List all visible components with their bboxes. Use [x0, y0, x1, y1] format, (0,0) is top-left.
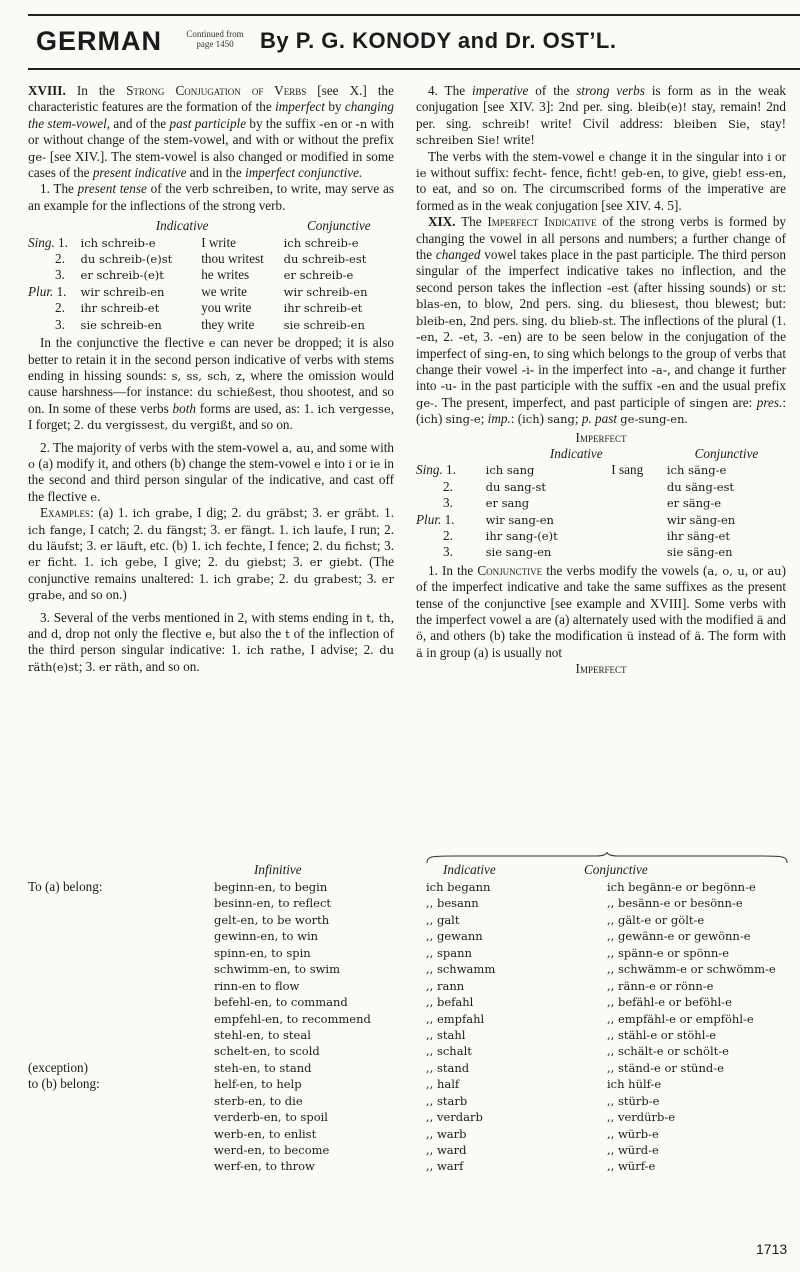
cell-ind: ,, spann — [426, 945, 472, 960]
cell-conj: ,, würb-e — [607, 1126, 659, 1141]
stem-vowel-note: 2. The majority of verbs with the stem-vowel a, au, and some with o (a) modify it, and others (b) change the stem-vowel e into i or ie in the second and third person singular of the indicative, and cast off the flective e. — [28, 439, 394, 504]
cell-grp: (exception) — [28, 1059, 89, 1075]
cell-conj: ,, befähl-e or beföhl-e — [607, 995, 732, 1010]
cell-ind: ,, befahl — [426, 995, 474, 1010]
dental-stems-note: 3. Several of the verbs mentioned in 2, with stems ending in t, th, and d, drop not only the flective e, but also the t of the inflection of the third person singular indicative: 1. ich rathe, I advise; 2. du räth(e)st; 3. er räth, and so on. — [28, 609, 395, 674]
cell-ind: ,, stahl — [426, 1027, 466, 1042]
cell-conj: ,, besänn-e or besönn-e — [607, 896, 743, 911]
cell-inf: werd-en, to become — [214, 1143, 330, 1157]
imperative-stem-note: The verbs with the stem-vowel e change it in the singular into i or ie without suffix: fecht- fence, ficht! geb-en, to give, gieb! ess-en, to eat, and so on. The circumscribed forms of the imperative are formed as in the weak conjugation [see XIV. 4. 5]. — [416, 148, 787, 213]
cell-ind: ,, schalt — [426, 1044, 472, 1059]
section-number: XIX. — [428, 214, 456, 230]
table-row: 3. er sang er säng-e — [443, 495, 722, 511]
language-title: GERMAN — [36, 26, 162, 56]
cell-conj: ,, ränn-e or rönn-e — [607, 978, 714, 993]
cell-ind: ,, half — [426, 1077, 460, 1092]
cell-ind: ,, warf — [426, 1159, 464, 1174]
cell-inf: verderb-en, to spoil — [214, 1110, 328, 1125]
cell-ind: ,, empfahl — [426, 1011, 485, 1026]
cell-ind: ,, galt — [426, 912, 460, 927]
cell-inf: werf-en, to throw — [214, 1159, 315, 1174]
cell-conj: ,, ständ-e or stünd-e — [607, 1060, 724, 1075]
cell-conj: ,, stähl-e or stöhl-e — [607, 1027, 717, 1042]
table-row: 3. er schreib-(e)t he writes er schreib-e — [55, 267, 354, 283]
cell-inf: gewinn-en, to win — [214, 929, 319, 944]
cell-inf: sterb-en, to die — [214, 1093, 303, 1108]
column-heading-conjunctive: Conjunctive — [584, 862, 648, 877]
page-number: 1713 — [756, 1241, 788, 1257]
cell-conj: ,, schält-e or schölt-e — [607, 1044, 729, 1059]
cell-conj: ,, schwämm-e or schwömm-e — [607, 962, 776, 977]
cell-ind: ,, rann — [426, 978, 465, 993]
imperfect-conjunctive-note: 1. In the Conjunctive the verbs modify the vowels (a, o, u, or au) of the imperfect indicative and take the same suffixes as the present tense of the conjunctive [see example and XVIII]. Some verbs with the imperfect vowel a are (a) alternately used with the modified ä and ö, and others (b) take the modification ü instead of ä. The form with ä in group (a) is usually not — [416, 562, 787, 660]
examples-paragraph: Examples: (a) 1. ich grabe, I dig; 2. du gräbst; 3. er gräbt. 1. ich fange, I catch; 2. du fängst; 3. er fängt. 1. ich laufe, I run; 2. du läufst; 3. er läuft, etc. (b) 1. ich fechte, I fence; 2. du fichst; 3. er ficht. 1. ich gebe, I give; 2. du giebst; 3. er giebt. (The conjunctive remains unaltered: 1. ich grabe; 2. du grabest; 3. er grabe, and so on.) — [28, 505, 395, 603]
cell-inf: gelt-en, to be worth — [214, 912, 330, 927]
table-heading-conjunctive: Conjunctive — [306, 218, 371, 234]
cell-grp: to (b) belong: — [28, 1076, 100, 1092]
cell-inf: besinn-en, to reflect — [214, 896, 332, 911]
cell-conj: ,, empfähl-e or empföhl-e — [607, 1011, 754, 1026]
table-row: Plur. 1. wir sang-en wir säng-en — [416, 511, 736, 527]
column-heading-indicative: Indicative — [443, 862, 496, 877]
cell-inf: stehl-en, to steal — [214, 1027, 311, 1042]
imperfect-heading-2: Imperfect — [575, 661, 627, 677]
cell-conj: ,, gewänn-e or gewönn-e — [607, 929, 751, 944]
continued-note: Continued from page 1450 — [186, 29, 244, 49]
cell-conj: ,, würf-e — [607, 1159, 656, 1174]
section-xix-intro: XIX. The Imperfect Indicative of the strong verbs is formed by changing the vowel in all persons and numbers; a further change of the changed vowel takes place in the past participle. The third person singular of the imperfect indicative takes no inflection, and the second person takes the inflection -est (after hissing sounds) or st: blas-en, to blow, 2nd pers. sing. du bliesest, thou blewest; but: bleib-en, 2nd pers. sing. du blieb-st. The inflections of the plural (1. -en, 2. -et, 3. -en) are to be seen below in the conjugation of the imperfect of sing-en, to sing which belongs to the group of verbs that change their vowel -i- in the imperfect into -a-, and change it further into -u- in the past participle with the suffix -en and the usual prefix ge-. The present, imperfect, and past participle of singen are: pres.: (ich) sing-e; imp.: (ich) sang; p. past ge-sung-en. — [416, 214, 787, 427]
cell-inf: schelt-en, to scold — [214, 1044, 320, 1059]
cell-conj: ,, stürb-e — [607, 1093, 660, 1108]
cell-inf: spinn-en, to spin — [214, 945, 311, 960]
cell-inf: empfehl-en, to recommend — [214, 1011, 371, 1026]
imperfect-paradigm-table — [416, 446, 786, 561]
cell-ind: ,, ward — [426, 1143, 467, 1157]
section-xviii-intro: XVIII. In the Strong Conjugation of Verbs [see X.] the characteristic features are the formation of the imperfect by changing the stem-vowel, and of the past participle by the suffix -en or -n with or without change of the stem-vowel, and with or without the prefix ge- [see XIV.]. The stem-vowel is also changed or modified in some cases of the present indicative and in the imperfect conjunctive. — [28, 83, 395, 181]
cell-conj: ,, gält-e or gölt-e — [607, 912, 705, 927]
cell-ind: ,, besann — [426, 896, 479, 911]
conjunctive-note: In the conjunctive the flective e can never be dropped; it is also better to retain it in the second person indicative of verbs with stems ending in hissing sounds: s, ss, sch, z, where the omission would cause harshness—for instance: du schießest, thou shootest, and so on. In some of these verbs both forms are used, as: 1. ich vergesse, I forget; 2. du vergissest, du vergißt, and so on. — [28, 335, 394, 433]
cell-grp: To (a) belong: — [28, 879, 103, 894]
cell-ind: ,, gewann — [426, 929, 483, 944]
cell-inf: werb-en, to enlist — [214, 1126, 317, 1141]
cell-ind: ,, warb — [426, 1126, 467, 1141]
section-number: XVIII. — [28, 83, 66, 98]
table-row: 2. du schreib-(e)st thou writest du schreib-est — [55, 251, 367, 267]
present-paradigm-table — [28, 218, 394, 333]
page-header — [28, 14, 800, 70]
imperfect-heading: Imperfect — [575, 429, 627, 445]
table-row: 3. sie schreib-en they write sie schreib-en — [55, 316, 365, 332]
table-row: 2. ihr schreib-et you write ihr schreib-et — [55, 300, 363, 316]
present-tense-intro: 1. The present tense of the verb schreiben, to write, may serve as an example for the inflections of the strong verb. — [28, 181, 394, 213]
cell-conj: ,, spänn-e or spönn-e — [607, 945, 730, 960]
table-heading-indicative: Indicative — [549, 445, 603, 461]
cell-conj: ich begänn-e or begönn-e — [607, 880, 756, 894]
imperative-paragraph: 4. The imperative of the strong verbs is form as in the weak conjugation [see XIV. 3]: 2nd per. sing. bleib(e)! stay, remain! 2nd per. sing. schreib! write! Civil address: bleiben Sie, stay! schreiben Sie! write! — [416, 83, 786, 148]
cell-ind: ich begann — [426, 880, 491, 894]
table-row: Plur. 1. wir schreib-en we write wir schreib-en — [28, 283, 368, 299]
cell-inf: helf-en, to help — [214, 1077, 302, 1092]
cell-inf: rinn-en to flow — [214, 978, 300, 993]
cell-inf: steh-en, to stand — [214, 1060, 312, 1075]
cell-ind: ,, starb — [426, 1093, 468, 1108]
left-column — [28, 83, 394, 675]
column-heading-infinitive: Infinitive — [254, 862, 302, 877]
cell-inf: beginn-en, to begin — [214, 880, 328, 894]
right-column — [416, 83, 786, 678]
table-row: Sing. 1. ich schreib-e I write ich schreib-e — [28, 234, 359, 250]
cell-ind: ,, stand — [426, 1060, 470, 1075]
cell-ind: ,, verdarb — [426, 1110, 483, 1125]
cell-ind: ,, schwamm — [426, 962, 496, 977]
author-line: By P. G. KONODY and Dr. OST’L. — [260, 28, 617, 53]
table-row: 3. sie sang-en sie säng-en — [443, 544, 733, 560]
cell-inf: schwimm-en, to swim — [214, 962, 341, 977]
cell-inf: befehl-en, to command — [214, 995, 348, 1010]
table-row: 2. du sang-st du säng-est — [443, 478, 735, 494]
table-heading-conjunctive: Conjunctive — [694, 445, 759, 461]
cell-conj: ,, würd-e — [607, 1143, 659, 1157]
table-heading-indicative: Indicative — [155, 218, 209, 234]
table-row: Sing. 1. ich sang I sang ich säng-e — [416, 462, 727, 478]
cell-conj: ich hülf-e — [607, 1077, 662, 1092]
cell-conj: ,, verdürb-e — [607, 1110, 676, 1125]
table-row: 2. ihr sang-(e)t ihr säng-et — [443, 527, 730, 543]
